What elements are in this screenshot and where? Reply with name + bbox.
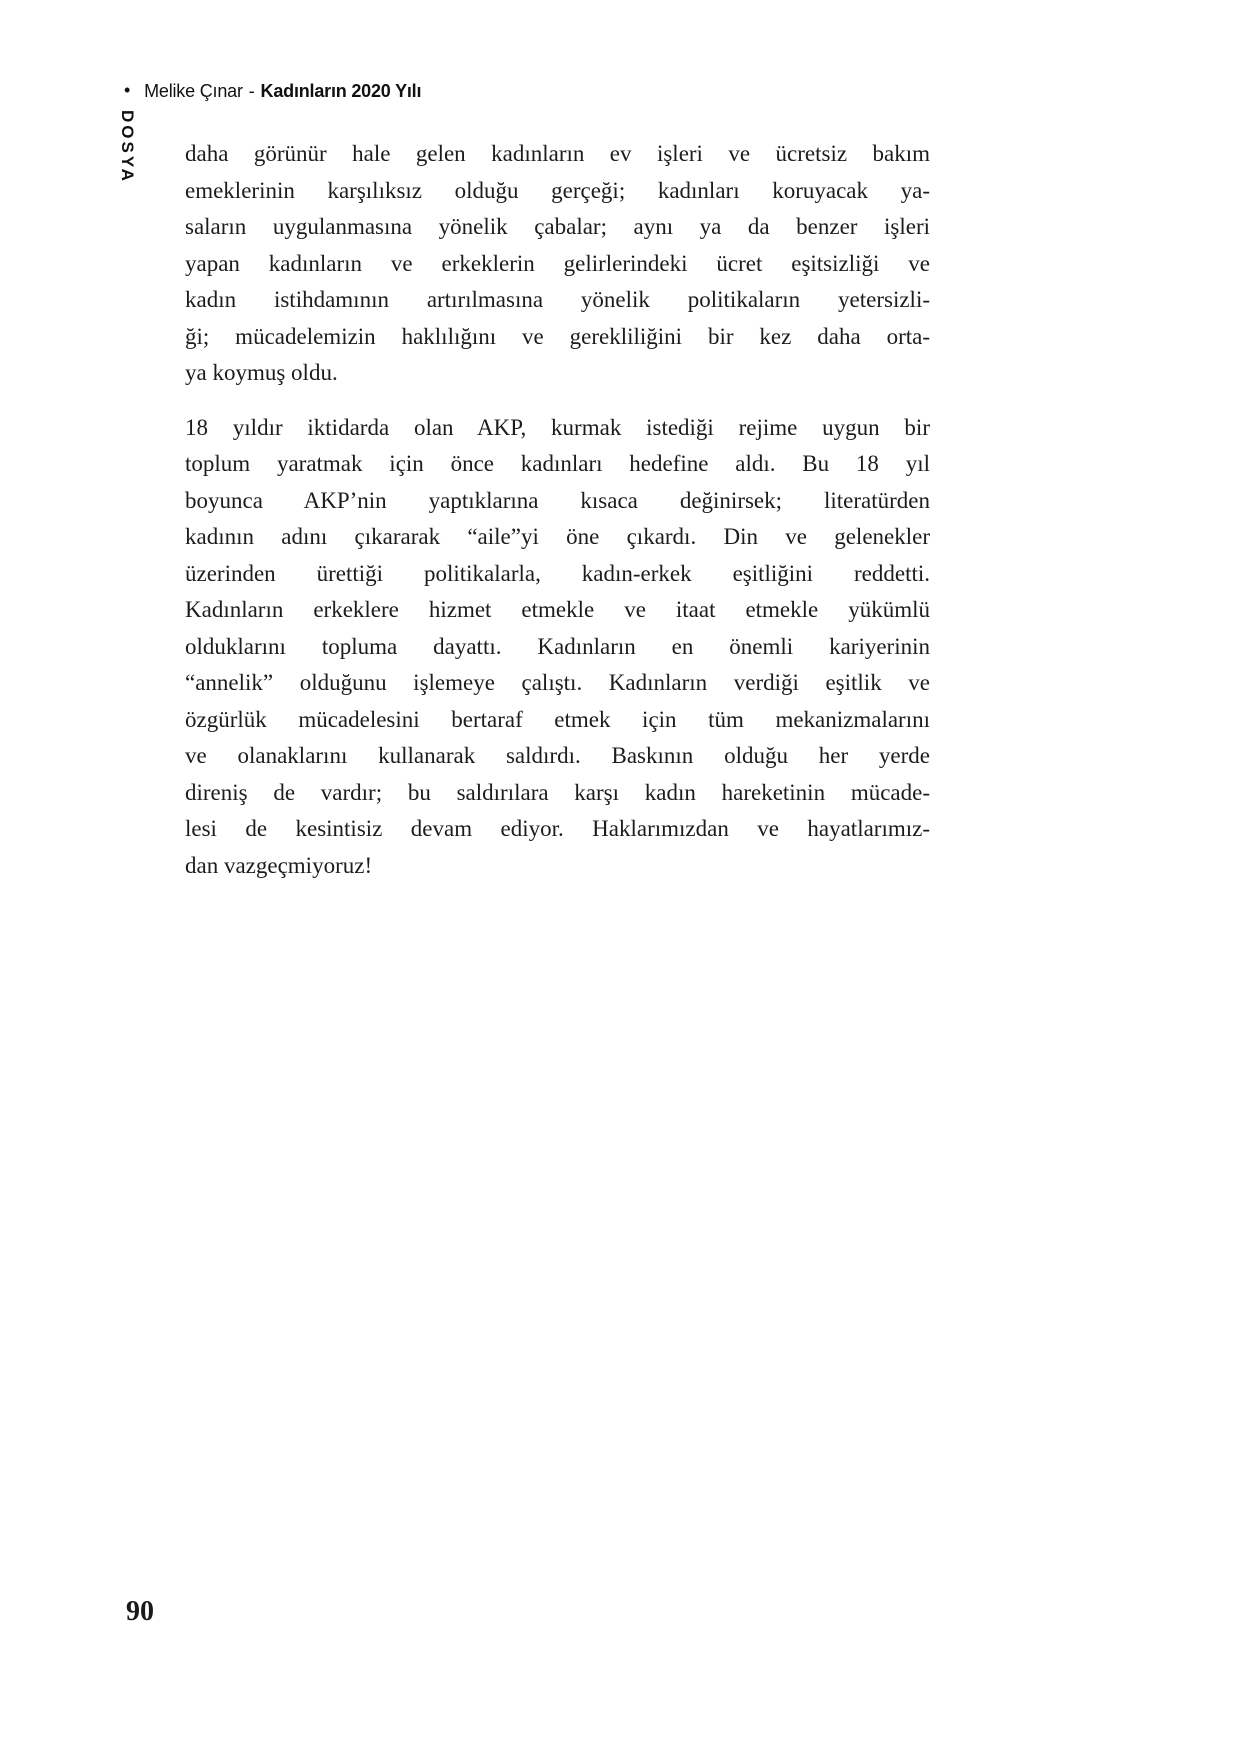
page-header <box>124 80 421 102</box>
paragraph-2 <box>185 410 930 885</box>
text-line: yapan kadınların ve erkeklerin gelirlerindeki ücret eşitsizliği ve <box>185 250 930 276</box>
text-line: direniş de vardır; bu saldırılara karşı kadın hareketinin mücade- <box>185 779 930 805</box>
page-number: 90 <box>126 1596 154 1627</box>
text-line: ve olanaklarını kullanarak saldırdı. Baskının olduğu her yerde <box>185 743 930 768</box>
author-name: Melike Çınar <box>144 81 243 101</box>
text-line: üzerinden ürettiği politikalarla, kadın-erkek eşitliğini reddetti. <box>185 560 930 586</box>
bullet-icon: • <box>124 80 131 100</box>
article-title: Kadınların 2020 Yılı <box>260 81 422 101</box>
section-label-dosya: DOSYA <box>118 110 137 184</box>
text-line: dan vazgeçmiyoruz! <box>185 852 373 878</box>
text-line: Kadınların erkeklere hizmet etmekle ve itaat etmekle yükümlü <box>185 597 930 622</box>
text-line: saların uygulanmasına yönelik çabalar; aynı ya da benzer işleri <box>185 214 930 239</box>
paragraph-1 <box>185 136 930 392</box>
text-line: daha görünür hale gelen kadınların ev işleri ve ücretsiz bakım <box>185 141 930 166</box>
text-line: 18 yıldır iktidarda olan AKP, kurmak istediği rejime uygun bir <box>185 414 930 440</box>
text-line: kadının adını çıkararak “aile”yi öne çıkardı. Din ve gelenekler <box>185 524 930 549</box>
text-line: toplum yaratmak için önce kadınları hedefine aldı. Bu 18 yıl <box>185 451 930 476</box>
header-separator: - <box>248 81 255 101</box>
text-line: kadın istihdamının artırılmasına yönelik politikaların yetersizli- <box>185 287 930 312</box>
text-line: ya koymuş oldu. <box>185 360 338 385</box>
text-line: emeklerinin karşılıksız olduğu gerçeği; kadınları koruyacak ya- <box>185 177 930 203</box>
text-line: lesi de kesintisiz devam ediyor. Haklarımızdan ve hayatlarımız- <box>185 816 930 841</box>
text-line: olduklarını topluma dayattı. Kadınların en önemli kariyerinin <box>185 633 930 659</box>
text-line: özgürlük mücadelesini bertaraf etmek için tüm mekanizmalarını <box>185 706 930 732</box>
text-line: boyunca AKP’nin yaptıklarına kısaca değinirsek; literatürden <box>185 487 930 513</box>
text-line: ği; mücadelemizin haklılığını ve gerekliliğini bir kez daha orta- <box>185 323 930 349</box>
text-line: “annelik” olduğunu işlemeye çalıştı. Kadınların verdiği eşitlik ve <box>185 670 930 695</box>
article-body <box>185 136 930 902</box>
